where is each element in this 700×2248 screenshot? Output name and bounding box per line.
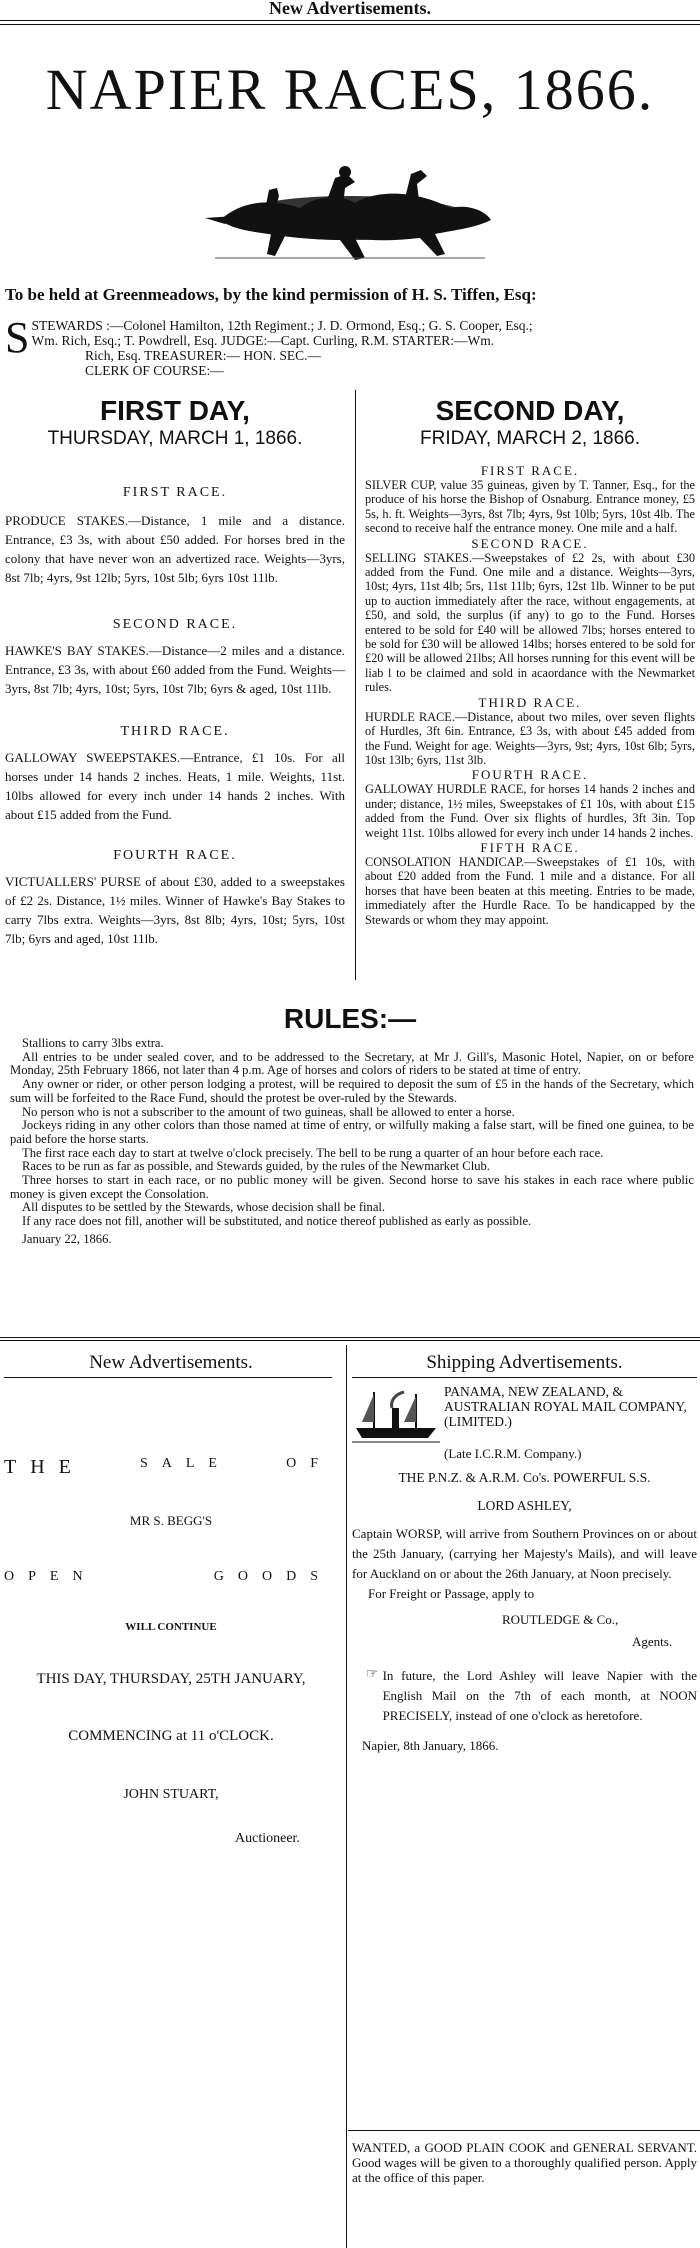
shipping-body: Captain WORSP, will arrive from Southern Provinces on or about the 25th January, (carrying her Majesty's Mails), and will leave for Auckland on or about the 26th January, at Noon precisely. bbox=[352, 1526, 697, 1581]
powerful-line: THE P.N.Z. & A.R.M. Co's. POWERFUL S.S. bbox=[398, 1470, 651, 1485]
column-divider bbox=[355, 390, 356, 980]
rule-item: All entries to be under sealed cover, and to be addressed to the Secretary, at Mr J. Gill's, Masonic Hotel, Napier, on or before Monday, 25th February 1866, not later than 4 p.m. Age of horses and colors of riders to be stated at time of entry. bbox=[10, 1049, 694, 1078]
rule-item: Jockeys riding in any other colors than those named at time of entry, or wilfully making a false start, will be fined one guinea, to be paid before the horse starts. bbox=[10, 1118, 694, 1146]
race-heading: THIRD RACE. bbox=[120, 724, 230, 739]
rule-item: No person who is not a subscriber to the amount of two guineas, shall be allowed to enter a horse. bbox=[22, 1104, 515, 1119]
race-heading: THIRD RACE. bbox=[478, 694, 582, 710]
shipping-header: Shipping Advertisements. bbox=[426, 1352, 623, 1373]
officials-block: S STEWARDS :—Colonel Hamilton, 12th Regiment.; J. D. Ormond, Esq.; G. S. Cooper, Esq.; Wm. Rich, Esq.; T. Powdrell, Esq. JUDGE:—Capt. Curling, R.M. STARTER:—Wm. Rich, Esq. TREASURER:— HON. SEC.— CLERK OF COURSE:— bbox=[5, 318, 695, 378]
officials-line-1: STEWARDS :—Colonel Hamilton, 12th Regiment.; J. D. Ormond, Esq.; G. S. Cooper, Esq.; bbox=[31, 318, 533, 333]
race-text: VICTUALLERS' PURSE of about £30, added to a sweepstakes of £2 2s. Distance, 1½ miles. Winner of Hawke's Bay Stakes to carry 7lbs extra. Weights—3yrs, 8st 8lb; 4yrs, 10st; 5yrs, 10st 7lb; 6yrs and aged, 10st 11lb. bbox=[5, 874, 345, 946]
rule-item: If any race does not fill, another will be substituted, and notice thereof published as early as possible. bbox=[22, 1214, 532, 1229]
officials-line-2: Wm. Rich, Esq.; T. Powdrell, Esq. JUDGE:—Capt. Curling, R.M. STARTER:—Wm. bbox=[31, 333, 495, 348]
freight-line: For Freight or Passage, apply to bbox=[368, 1586, 535, 1601]
race-text: GALLOWAY SWEEPSTAKES.—Entrance, £1 10s. For all horses under 14 hands 2 inches. Heats, 1 mile. Weights, 11st. 10lbs allowed for every inch under 14 hands 2 inches. With about £15 added from the Fund. bbox=[5, 750, 345, 822]
ad-date: January 22, 1866. bbox=[22, 1231, 112, 1246]
race-heading: FIFTH RACE. bbox=[480, 839, 580, 855]
agents-label: Agents. bbox=[632, 1634, 673, 1649]
race-heading: FOURTH RACE. bbox=[471, 767, 589, 783]
auctioneer-name: JOHN STUART, bbox=[123, 1787, 219, 1802]
rules-title: RULES:— bbox=[283, 1003, 417, 1034]
ship-name: LORD ASHLEY, bbox=[477, 1498, 572, 1513]
rule-item: The first race each day to start at twelve o'clock precisely. The bell to be rung a quarter of an hour before each race. bbox=[22, 1145, 604, 1160]
race-heading: FIRST RACE. bbox=[122, 485, 228, 500]
race-text: SILVER CUP, value 35 guineas, given by T. Tanner, Esq., for the produce of his horse the Bishop of Osnaburg. Entrance money, £5 5s, h. ft. Weights—3yrs, 8st 7lb; 4yrs, 9st 10lb; 5yrs, 10st 4lb. The second to receive half the entrance money. One mile and a half. bbox=[365, 478, 695, 536]
pointing-hand-icon: ☞ bbox=[366, 1667, 379, 1682]
auctioneer-role: Auctioneer. bbox=[235, 1831, 300, 1846]
company-name: PANAMA, NEW ZEALAND, & AUSTRALIAN ROYAL MAIL COMPANY, (LIMITED.) bbox=[444, 1384, 687, 1429]
sale-word: OPEN bbox=[4, 1569, 97, 1584]
steamship-icon bbox=[352, 1384, 440, 1446]
page-header: New Advertisements. bbox=[269, 0, 431, 18]
race-heading: SECOND RACE. bbox=[112, 617, 238, 632]
sale-word: THE bbox=[4, 1456, 85, 1478]
new-ads-header: New Advertisements. bbox=[89, 1352, 253, 1373]
race-text: HAWKE'S BAY STAKES.—Distance—2 miles and a distance. Entrance, £3 3s, with about £60 added from the Fund. Weights—3yrs, 8st 7lb; 4yrs, 10st; 5yrs, 10st 7lb; 6yrs & aged, 10st 11lb. bbox=[5, 643, 345, 696]
sale-time: COMMENCING at 11 o'CLOCK. bbox=[68, 1728, 274, 1744]
first-day-date: THURSDAY, MARCH 1, 1866. bbox=[47, 428, 303, 449]
sale-word: OF bbox=[286, 1456, 332, 1471]
sale-word: GOODS bbox=[213, 1569, 332, 1584]
company-former: (Late I.C.R.M. Company.) bbox=[444, 1446, 582, 1461]
officials-line-4: CLERK OF COURSE:— bbox=[85, 363, 224, 378]
race-text: PRODUCE STAKES.—Distance, 1 mile and a distance. Entrance, £3 3s, with about £50 added. For horses bred in the colony that have never won an advertized race. Weights—3yrs, 8st 7lb; 4yrs, 9st 12lb; 5yrs, 10st 5lb; 6yrs 10st 11lb. bbox=[5, 513, 345, 585]
rule-item: Races to be run as far as possible, and Stewards guided, by the rules of the Newmarket Club. bbox=[22, 1159, 490, 1174]
sale-date: THIS DAY, THURSDAY, 25TH JANUARY, bbox=[36, 1671, 306, 1687]
rule-item: All disputes to be settled by the Stewards, whose decision shall be final. bbox=[22, 1200, 386, 1215]
sale-advertisement bbox=[0, 1352, 342, 1847]
shipping-advertisement bbox=[352, 1352, 697, 1754]
race-text: SELLING STAKES.—Sweepstakes of £2 2s, with about £30 added from the Fund. One mile and a distance. Weights—3yrs, 10st; 4yrs, 11st 4lb; 5rs, 11st 11lb; 6yrs, 12st 1lb. Winner to be put up to auction immediately after the race, without engagements, at £50, and sold, the surplus (if any) to go to the Fund. Horses entered to be sold for £40 will be allowed 7lbs; horses entered to be sold for £30 will be allowed 14lbs; horses entered to be sold for £20 will be allowed 21lbs; All horses running for this event will be liab l to be claimed and sold in acaordance with the Newmarket rules. bbox=[365, 550, 695, 695]
second-day-column bbox=[365, 395, 695, 927]
rule-item: Stallions to carry 3lbs extra. bbox=[22, 1036, 164, 1050]
first-day-column bbox=[5, 395, 345, 948]
agent-name: ROUTLEDGE & Co., bbox=[502, 1612, 619, 1627]
wanted-advertisement bbox=[352, 2140, 697, 2185]
rules-block bbox=[0, 1003, 700, 1247]
horse-race-illustration bbox=[205, 158, 495, 268]
race-heading: FOURTH RACE. bbox=[113, 848, 237, 863]
notice-text: In future, the Lord Ashley will leave Napier with the English Mail on the 7th of each month, at NOON PRECISELY, instead of one o'clock as heretofore. bbox=[382, 1668, 697, 1723]
race-heading: FIRST RACE. bbox=[480, 463, 580, 478]
race-text: GALLOWAY HURDLE RACE, for horses 14 hands 2 inches and under; distance, 1½ miles, Sweepstakes of £1 10s, with about £15 added from the Fund. Over six flights of hurdles, 3ft 3in. Top weight 11st. 10lbs allowed for every inch under 14 hands 2 inches. bbox=[365, 782, 695, 840]
officials-line-3: Rich, Esq. TREASURER:— HON. SEC.— bbox=[85, 348, 322, 363]
second-day-date: FRIDAY, MARCH 2, 1866. bbox=[420, 428, 640, 449]
rule-item: Three horses to start in each race, or no public money will be given. Second horse to save his stakes in each race where public money is given except the Consolation. bbox=[10, 1173, 694, 1201]
rule-item: Any owner or rider, or other person lodging a protest, will be required to deposit the sum of £5 in the hands of the Secretary, which sum will be forfeited to the Race Fund, should the protest be over-ruled by the Stewards. bbox=[10, 1077, 694, 1105]
sale-continue: WILL CONTINUE bbox=[125, 1621, 217, 1633]
race-title: NAPIER RACES, 1866. bbox=[45, 57, 655, 122]
race-subtitle: To be held at Greenmeadows, by the kind permission of H. S. Tiffen, Esq: bbox=[5, 285, 537, 304]
shipping-date: Napier, 8th January, 1866. bbox=[362, 1738, 499, 1753]
wanted-text: WANTED, a GOOD PLAIN COOK and GENERAL SERVANT. Good wages will be given to a thoroughly qualified person. Apply at the office of this paper. bbox=[352, 2140, 697, 2185]
first-day-title: FIRST DAY, bbox=[100, 395, 250, 426]
race-heading: SECOND RACE. bbox=[471, 535, 589, 551]
sale-word: SALE bbox=[139, 1456, 231, 1471]
race-text: CONSOLATION HANDICAP.—Sweepstakes of £1 10s, with about £20 added from the Fund. 1 mile and a distance. For all horses that have been beaten at this meeting. Entries to be made, immediately after the Hurdle Race. To be handicapped by the Stewards or whom they may appoint. bbox=[365, 854, 695, 927]
sale-owner: MR S. BEGG'S bbox=[129, 1513, 213, 1528]
second-day-title: SECOND DAY, bbox=[435, 395, 625, 426]
race-text: HURDLE RACE.—Distance, about two miles, over seven flights of Hurdles, 3ft 6in. Entrance, £3 3s, with about £45 added from the Fund. Weight for age. Weights—3yrs, 9st; 4yrs, 10st 6lb; 5yrs, 10st 13lb; 6yrs, 11st 3lb. bbox=[365, 709, 695, 767]
bottom-column-divider bbox=[346, 1345, 347, 2248]
